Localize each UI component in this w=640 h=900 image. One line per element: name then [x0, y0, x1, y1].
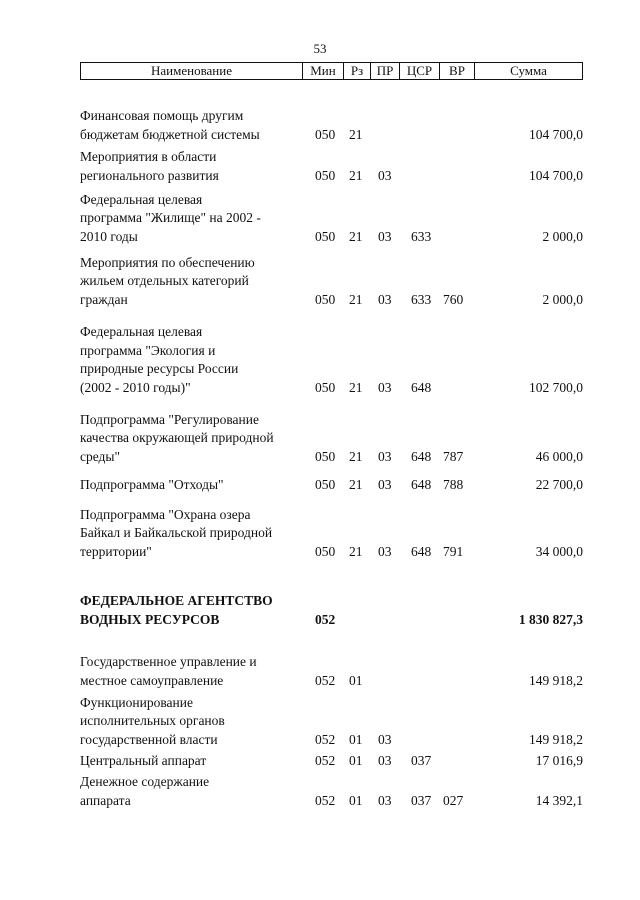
row-vr: 787 — [443, 448, 464, 464]
row-min: 050 — [315, 291, 336, 307]
row-sum: 22 700,0 — [535, 476, 583, 492]
row-csr: 037 — [411, 752, 432, 768]
row-sum: 46 000,0 — [535, 448, 583, 464]
row-min: 050 — [315, 167, 336, 183]
row-vr: 788 — [443, 476, 464, 492]
table-row — [0, 654, 640, 690]
row-pr: 03 — [378, 167, 392, 183]
row-name: Подпрограмма "Отходы" — [80, 476, 224, 492]
row-rz: 21 — [349, 291, 363, 307]
row-rz: 01 — [349, 672, 363, 688]
row-csr: 633 — [411, 291, 432, 307]
row-vr: 760 — [443, 291, 464, 307]
row-sum: 14 392,1 — [535, 792, 583, 808]
row-rz: 21 — [349, 126, 363, 142]
row-pr: 03 — [378, 448, 392, 464]
row-pr: 03 — [378, 752, 392, 768]
row-csr: 037 — [411, 792, 432, 808]
row-csr: 648 — [411, 379, 432, 395]
row-name: Подпрограмма "Регулирование качества окружающей природной среды" — [80, 411, 274, 464]
row-rz: 01 — [349, 731, 363, 747]
row-name: Финансовая помощь другим бюджетам бюджетной системы — [80, 108, 260, 142]
table-row — [0, 411, 640, 466]
row-min: 052 — [315, 611, 336, 627]
row-rz: 21 — [349, 543, 363, 559]
row-name: Функционирование исполнительных органов государственной власти — [80, 694, 225, 747]
row-pr: 03 — [378, 291, 392, 307]
table-row — [0, 108, 640, 144]
row-vr: 791 — [443, 543, 464, 559]
row-min: 050 — [315, 448, 336, 464]
row-csr: 648 — [411, 543, 432, 559]
row-rz: 21 — [349, 448, 363, 464]
table-header — [80, 62, 583, 80]
row-min: 050 — [315, 126, 336, 142]
row-min: 050 — [315, 379, 336, 395]
row-csr: 648 — [411, 448, 432, 464]
row-sum: 104 700,0 — [529, 167, 583, 183]
row-vr: 027 — [443, 792, 464, 808]
row-name: Денежное содержание аппарата — [80, 774, 210, 808]
row-pr: 03 — [378, 476, 392, 492]
row-pr: 03 — [378, 379, 392, 395]
row-min: 050 — [315, 543, 336, 559]
row-min: 052 — [315, 731, 336, 747]
row-csr: 633 — [411, 228, 432, 244]
row-rz: 21 — [349, 228, 363, 244]
row-name: Подпрограмма "Охрана озера Байкал и Байкальской природной территории" — [80, 506, 273, 559]
row-min: 050 — [315, 228, 336, 244]
row-sum: 104 700,0 — [529, 126, 583, 142]
row-min: 052 — [315, 672, 336, 688]
row-sum: 2 000,0 — [542, 228, 583, 244]
header-csr: ЦСР — [400, 63, 440, 80]
table-row — [0, 593, 640, 629]
row-rz: 21 — [349, 379, 363, 395]
row-sum: 1 830 827,3 — [518, 611, 583, 627]
row-sum: 17 016,9 — [535, 752, 583, 768]
row-name: Центральный аппарат — [80, 752, 207, 768]
row-name: Мероприятия в области регионального развития — [80, 149, 219, 183]
row-rz: 01 — [349, 752, 363, 768]
row-sum: 149 918,2 — [529, 672, 583, 688]
table-row — [0, 774, 640, 810]
page-number: 53 — [313, 41, 327, 56]
row-sum: 102 700,0 — [529, 379, 583, 395]
row-pr: 03 — [378, 228, 392, 244]
row-rz: 01 — [349, 792, 363, 808]
table-row — [0, 149, 640, 185]
header-vr: ВР — [440, 63, 475, 80]
row-rz: 21 — [349, 167, 363, 183]
row-csr: 648 — [411, 476, 432, 492]
table-row — [0, 476, 640, 494]
row-name: Федеральная целевая программа "Жилище" на 2002 - 2010 годы — [80, 191, 261, 244]
table-row — [0, 694, 640, 749]
row-min: 052 — [315, 752, 336, 768]
header-min: Мин — [303, 63, 344, 80]
header-rz: Рз — [344, 63, 371, 80]
row-pr: 03 — [378, 543, 392, 559]
table-row — [0, 254, 640, 309]
row-name: ФЕДЕРАЛЬНОЕ АГЕНТСТВО ВОДНЫХ РЕСУРСОВ — [80, 593, 273, 627]
header-sum: Сумма — [475, 63, 583, 80]
row-pr: 03 — [378, 731, 392, 747]
row-rz: 21 — [349, 476, 363, 492]
row-min: 050 — [315, 476, 336, 492]
row-name: Государственное управление и местное самоуправление — [80, 654, 257, 688]
table-row — [0, 324, 640, 397]
row-min: 052 — [315, 792, 336, 808]
table-row — [0, 506, 640, 561]
table-row — [0, 191, 640, 246]
header-name: Наименование — [81, 63, 303, 80]
table-row — [0, 752, 640, 770]
row-sum: 2 000,0 — [542, 291, 583, 307]
row-name: Мероприятия по обеспечению жильем отдельных категорий граждан — [80, 254, 255, 307]
header-pr: ПР — [371, 63, 400, 80]
row-pr: 03 — [378, 792, 392, 808]
row-sum: 149 918,2 — [529, 731, 583, 747]
row-sum: 34 000,0 — [535, 543, 583, 559]
row-name: Федеральная целевая программа "Экология и природные ресурсы России (2002 - 2010 годы)" — [80, 324, 239, 395]
